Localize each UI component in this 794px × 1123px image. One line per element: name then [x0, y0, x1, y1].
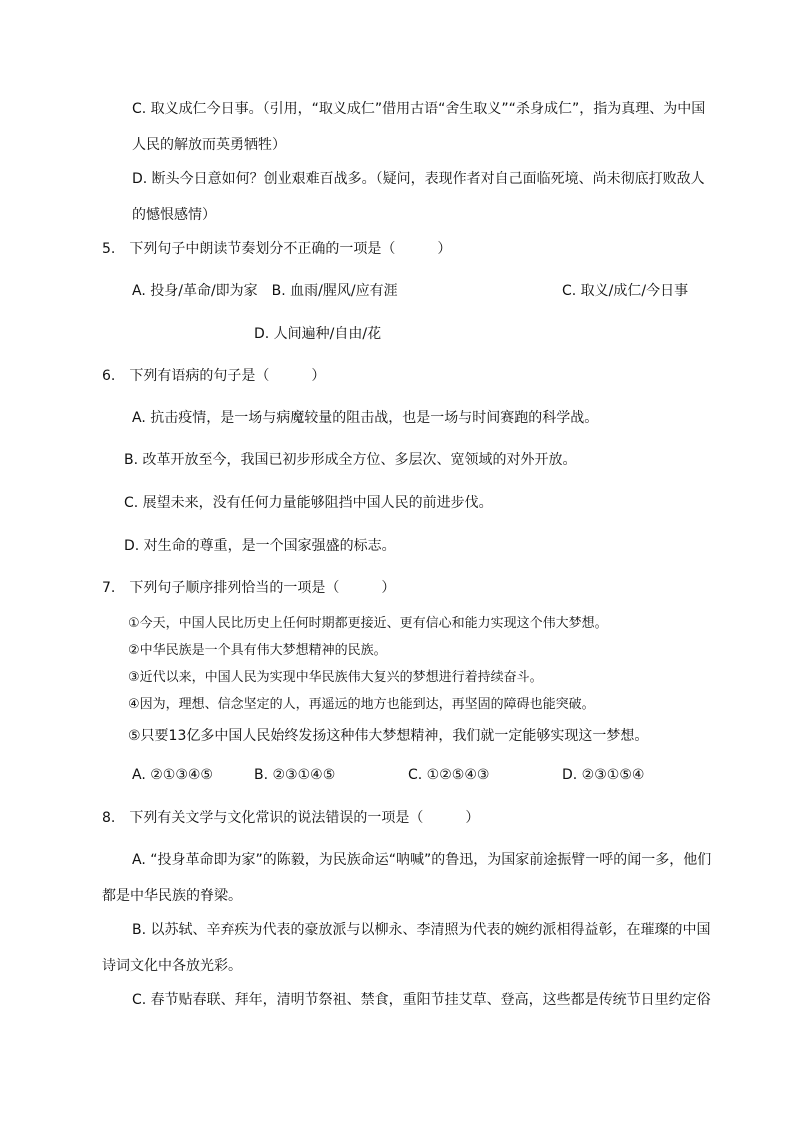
question-7: 7. 下列句子顺序排列恰当的一项是（ ） — [102, 580, 396, 596]
question-8: 8. 下列有关文学与文化常识的说法错误的一项是（ ） — [102, 810, 480, 826]
q8-option-a-line2: 都是中华民族的脊梁。 — [102, 888, 242, 904]
q7-option-c: C. ①②⑤④③ — [408, 767, 490, 783]
line-d4-a: D. 断头今日意如何？创业艰难百战多。（疑问，表现作者对自己面临死境、尚未彻底打败敌人 — [132, 171, 705, 187]
question-6: 6. 下列有语病的句子是（ ） — [102, 368, 326, 384]
q6-option-a: A. 抗击疫情，是一场与病魔较量的阻击战，也是一场与时间赛跑的科学战。 — [132, 410, 599, 426]
q5-options-ab: A. 投身/革命/即为家 B. 血雨/腥风/应有涯 — [132, 283, 398, 299]
q6-option-b: B. 改革开放至今，我国已初步形成全方位、多层次、宽领域的对外开放。 — [124, 452, 577, 468]
q7-sentence-1: ①今天，中国人民比历史上任何时期都更接近、更有信心和能力实现这个伟大梦想。 — [128, 616, 608, 631]
q7-sentence-5: ⑤只要13亿多中国人民始终发扬这种伟大梦想精神，我们就一定能够实现这一梦想。 — [128, 728, 649, 744]
q5-option-d: D. 人间遍种/自由/花 — [254, 326, 382, 342]
q7-option-a: A. ②①③④⑤ — [132, 767, 213, 783]
question-5: 5. 下列句子中朗读节奏划分不正确的一项是（ ） — [102, 241, 452, 257]
line-d4-b: 的憾恨感情） — [132, 207, 216, 223]
q7-option-d: D. ②③①⑤④ — [562, 767, 645, 783]
line-c4-b: 人民的解放而英勇牺牲） — [132, 137, 286, 153]
q6-option-d: D. 对生命的尊重，是一个国家强盛的标志。 — [124, 538, 396, 554]
q7-sentence-4: ④因为，理想、信念坚定的人，再遥远的地方也能到达，再坚固的障碍也能突破。 — [128, 697, 595, 712]
q7-option-b: B. ②③①④⑤ — [254, 767, 336, 783]
q5-option-c: C. 取义/成仁/今日事 — [562, 283, 689, 299]
q8-option-b-line1: B. 以苏轼、辛弃疾为代表的豪放派与以柳永、李清照为代表的婉约派相得益彰，在璀璨的中国 — [132, 922, 711, 938]
q8-option-a-line1: A. “投身革命即为家”的陈毅，为民族命运“呐喊”的鲁迅，为国家前途振臂一呼的闻一多，他们 — [132, 852, 712, 868]
q8-option-b-line2: 诗词文化中各放光彩。 — [102, 958, 242, 974]
q7-sentence-2: ②中华民族是一个具有伟大梦想精神的民族。 — [128, 643, 387, 658]
q6-option-c: C. 展望未来，没有任何力量能够阻挡中国人民的前进步伐。 — [124, 495, 493, 511]
q8-option-c-line1: C. 春节贴春联、拜年，清明节祭祖、禁食，重阳节挂艾草、登高，这些都是传统节日里约定俗 — [132, 992, 711, 1008]
q7-sentence-3: ③近代以来，中国人民为实现中华民族伟大复兴的梦想进行着持续奋斗。 — [128, 670, 543, 685]
line-c4-a: C. 取义成仁今日事。（引用，“取义成仁”借用古语“舍生取义”“杀身成仁”，指为真理、为中国 — [132, 101, 706, 117]
